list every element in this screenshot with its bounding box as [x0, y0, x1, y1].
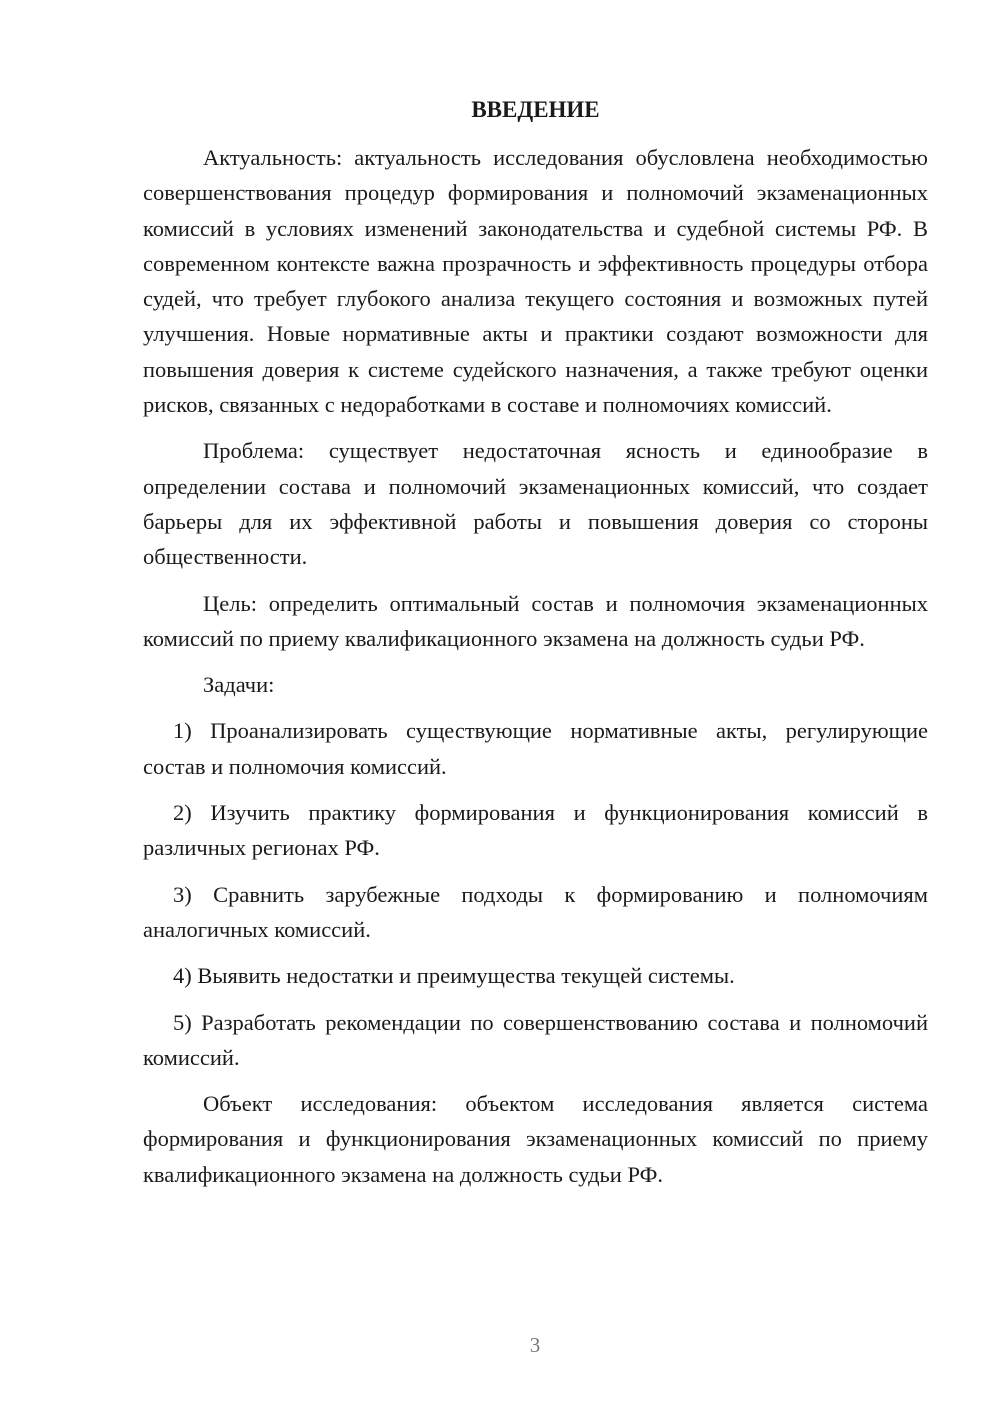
paragraph-problem: Проблема: существует недостаточная ясность и единообразие в определении состава и полномочий экзаменационных комиссий, что создает барьеры для их эффективной работы и повышения доверия со стороны общественности. [143, 438, 928, 570]
page-number: 3 [529, 1333, 541, 1357]
tasks-heading: Задачи: [203, 672, 275, 698]
task-item-4: 4) Выявить недостатки и преимущества текущей системы. [173, 963, 735, 989]
paragraph-relevance: Актуальность: актуальность исследования обусловлена необходимостью совершенствования процедур формирования и полномочий экзаменационных комиссий в условиях изменений законодательства и судебной системы РФ. В современном контексте важна прозрачность и эффективность процедуры отбора судей, что требует глубокого анализа текущего состояния и возможных путей улучшения. Новые нормативные акты и практики создают возможности для повышения доверия к системе судейского назначения, а также требуют оценки рисков, связанных с недоработками в составе и полномочиях комиссий. [143, 145, 928, 418]
paragraph-goal: Цель: определить оптимальный состав и полномочия экзаменационных комиссий по приему квалификационного экзамена на должность судьи РФ. [143, 590, 928, 651]
task-item-1: 1) Проанализировать существующие нормативные акты, регулирующие состав и полномочия комиссий. [143, 718, 928, 779]
document-page [143, 92, 928, 1192]
task-item-5: 5) Разработать рекомендации по совершенствованию состава и полномочий комиссий. [143, 1009, 928, 1070]
task-item-3: 3) Сравнить зарубежные подходы к формированию и полномочиям аналогичных комиссий. [143, 881, 928, 942]
paragraph-object: Объект исследования: объектом исследования является система формирования и функционирования экзаменационных комиссий по приему квалификационного экзамена на должность судьи РФ. [143, 1091, 928, 1187]
document-title: ВВЕДЕНИЕ [471, 97, 600, 122]
task-item-2: 2) Изучить практику формирования и функционирования комиссий в различных регионах РФ. [143, 800, 928, 861]
